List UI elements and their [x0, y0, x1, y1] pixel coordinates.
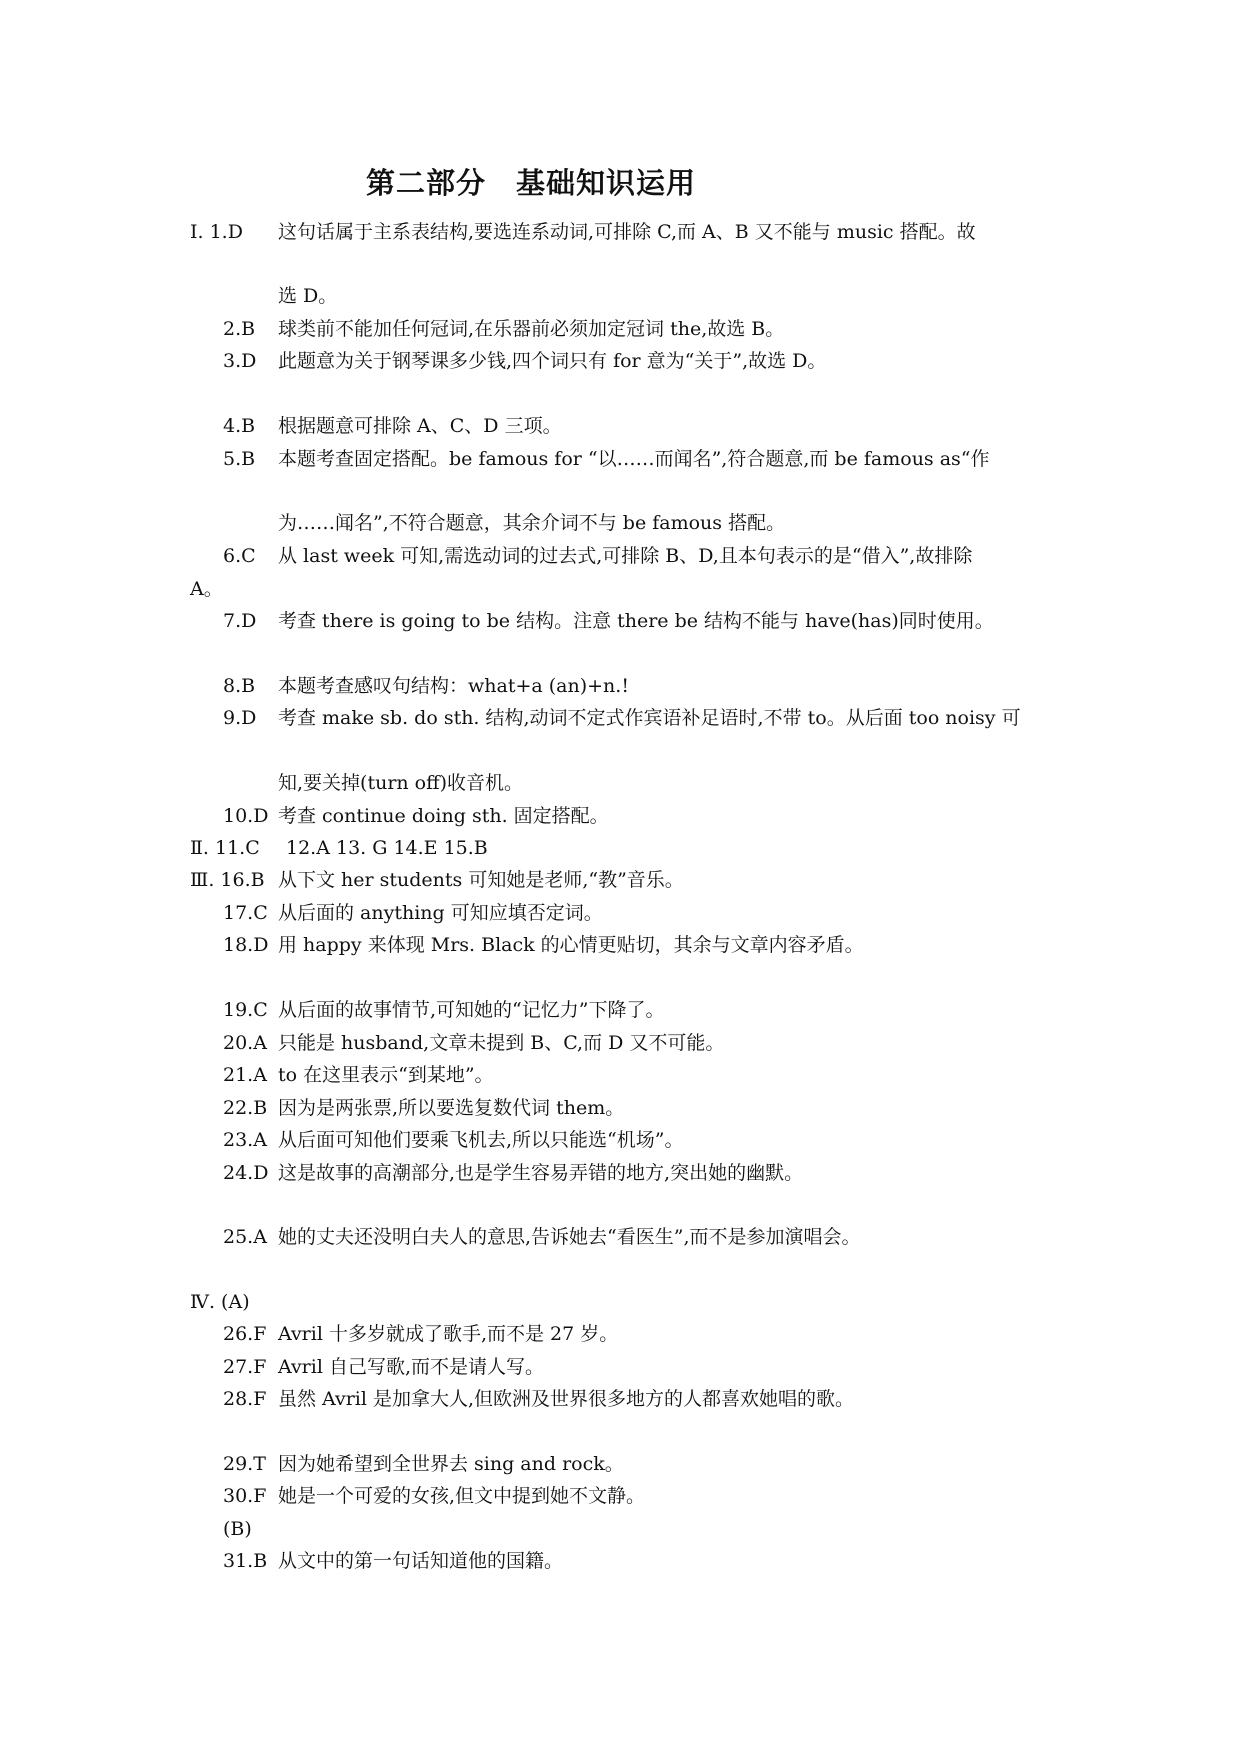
- answer-explanation-continued: 选 D。: [278, 285, 338, 307]
- answer-explanation: Avril 自己写歌,而不是请人写。: [278, 1356, 545, 1378]
- title-part: 第二部分: [366, 166, 487, 200]
- answer-number: 8.B: [223, 675, 256, 697]
- answer-number: Ⅰ. 1.D: [190, 221, 243, 243]
- answer-number: 21.A: [223, 1064, 267, 1086]
- answer-number: 23.A: [223, 1129, 267, 1151]
- answer-number: Ⅱ. 11.C: [190, 837, 260, 859]
- title-name: 基础知识运用: [516, 166, 697, 200]
- answer-explanation: 用 happy 来体现 Mrs. Black 的心情更贴切，其余与文章内容矛盾。: [278, 934, 864, 956]
- answer-explanation: 虽然 Avril 是加拿大人,但欧洲及世界很多地方的人都喜欢她唱的歌。: [278, 1388, 855, 1410]
- answer-number: 28.F: [223, 1388, 267, 1410]
- answer-explanation-continued: 知,要关掉(turn off)收音机。: [278, 772, 524, 794]
- answer-number: Ⅲ. 16.B: [190, 869, 265, 891]
- answer-explanation: 考查 make sb. do sth. 结构,动词不定式作宾语补足语时,不带 to。从后面 too noisy 可: [278, 707, 1021, 729]
- answer-explanation: 因为是两张票,所以要选复数代词 them。: [278, 1097, 625, 1119]
- answer-explanation: Avril 十多岁就成了歌手,而不是 27 岁。: [278, 1323, 619, 1345]
- answer-number: 22.B: [223, 1097, 268, 1119]
- answer-explanation: 根据题意可排除 A、C、D 三项。: [278, 415, 562, 437]
- answer-explanation: 她是一个可爱的女孩,但文中提到她不文静。: [278, 1485, 646, 1507]
- answer-number: 29.T: [223, 1453, 266, 1475]
- answer-number: 26.F: [223, 1323, 267, 1345]
- answer-explanation: 从下文 her students 可知她是老师,“教”音乐。: [278, 869, 684, 891]
- answer-explanation: 考查 continue doing sth. 固定搭配。: [278, 805, 609, 827]
- answer-number: 27.F: [223, 1356, 267, 1378]
- answer-explanation: 此题意为关于钢琴课多少钱,四个词只有 for 意为“关于”,故选 D。: [278, 350, 827, 372]
- answer-number: 6.C: [223, 545, 256, 567]
- answer-explanation: 从文中的第一句话知道他的国籍。: [278, 1550, 564, 1572]
- answer-explanation: 考查 there is going to be 结构。注意 there be 结构不能与 have(has)同时使用。: [278, 610, 994, 632]
- answer-explanation: 本题考查固定搭配。be famous for “以……而闻名”,符合题意,而 be famous as“作: [278, 448, 990, 470]
- answer-number: 4.B: [223, 415, 256, 437]
- answer-explanation: 从后面的故事情节,可知她的“记忆力”下降了。: [278, 999, 665, 1021]
- answer-explanation-continued: 为……闻名”,不符合题意，其余介词不与 be famous 搭配。: [278, 512, 786, 534]
- answer-explanation: 这句话属于主系表结构,要选连系动词,可排除 C,而 A、B 又不能与 music 搭配。故: [278, 221, 976, 243]
- answer-explanation-wrapped: A。: [190, 578, 223, 600]
- answer-number: 17.C: [223, 902, 268, 924]
- answer-number: 19.C: [223, 999, 268, 1021]
- answer-number: 9.D: [223, 707, 257, 729]
- answer-explanation: 球类前不能加任何冠词,在乐器前必须加定冠词 the,故选 B。: [278, 318, 785, 340]
- answer-number: 20.A: [223, 1032, 267, 1054]
- answer-number: 7.D: [223, 610, 257, 632]
- answer-explanation: 本题考查感叹句结构：what+a (an)+n.!: [278, 675, 629, 697]
- answer-number: 10.D: [223, 805, 269, 827]
- answer-number: 25.A: [223, 1226, 267, 1248]
- answer-number: 5.B: [223, 448, 256, 470]
- answer-number: 30.F: [223, 1485, 267, 1507]
- answer-explanation: 从后面可知他们要乘飞机去,所以只能选“机场”。: [278, 1129, 684, 1151]
- answer-explanation: to 在这里表示“到某地”。: [278, 1064, 494, 1086]
- answer-explanation: 只能是 husband,文章未提到 B、C,而 D 又不可能。: [278, 1032, 725, 1054]
- answer-number: 18.D: [223, 934, 269, 956]
- answer-number: 31.B: [223, 1550, 268, 1572]
- answer-explanation: 因为她希望到全世界去 sing and rock。: [278, 1453, 624, 1475]
- answer-explanation: 她的丈夫还没明白夫人的意思,告诉她去“看医生”,而不是参加演唱会。: [278, 1226, 861, 1248]
- answer-number: 3.D: [223, 350, 257, 372]
- answer-explanation: 从后面的 anything 可知应填否定词。: [278, 902, 603, 924]
- answer-number: 24.D: [223, 1162, 269, 1184]
- answer-explanation: 这是故事的高潮部分,也是学生容易弄错的地方,突出她的幽默。: [278, 1162, 804, 1184]
- answer-explanation: 从 last week 可知,需选动词的过去式,可排除 B、D,且本句表示的是“借入”,故排除: [278, 545, 973, 567]
- section-label: (B): [223, 1518, 252, 1540]
- section-title: [366, 161, 696, 202]
- answer-number: 2.B: [223, 318, 256, 340]
- answer-explanation: 12.A 13. G 14.E 15.B: [286, 837, 488, 859]
- section-label: Ⅳ. (A): [190, 1291, 250, 1313]
